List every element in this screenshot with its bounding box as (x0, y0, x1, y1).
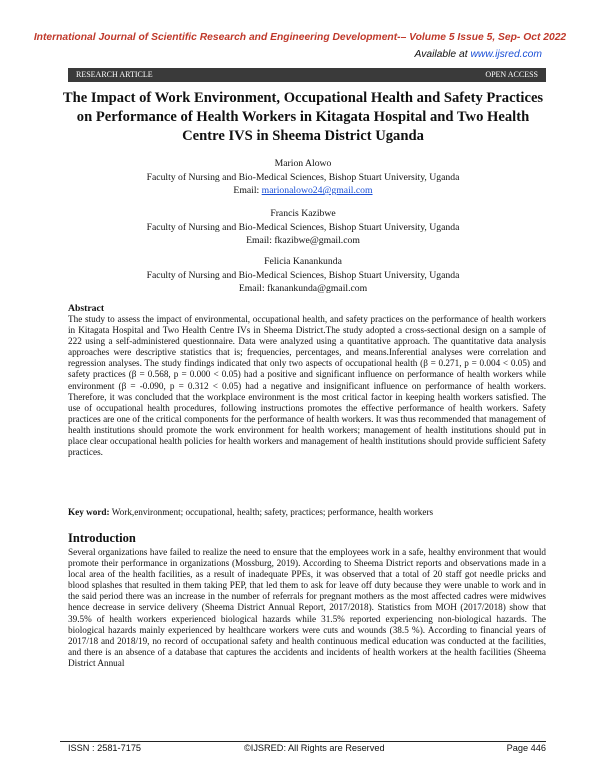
author-email-line (60, 282, 546, 296)
author-email-line (60, 184, 546, 198)
footer-issn: ISSN : 2581-7175 (68, 743, 142, 753)
available-prefix: Available at (414, 49, 471, 60)
introduction-heading: Introduction (68, 531, 136, 545)
keywords-label: Key word: (68, 507, 110, 517)
open-access-label: OPEN ACCESS (485, 70, 538, 79)
introduction-text: Several organizations have failed to realize the need to ensure that the employees work in a safe, healthy environment that would promote their performance in organizations (Mossburg, 2019). According to Sheema District reports and observations made in a local area of the health facilities, as a result of inadequate PPEs, it was observed that a total of 20 staff got needle pricks and blood splashes that resulted in them taking PEP, that led them to ask for leave off duty because they were unable to work and in the said period there was an increase in the number of referrals for pregnant mothers as the most affected cadres were midwives hence decrease in service delivery (Sheema District Annual Report, 2017/2018). Statistics from MOH (2017/2018) show that 39.5% of health workers experienced biological hazards while 31.5% reported experiencing non-biological hazards. The biological hazards mainly experienced by healthcare workers were cuts and wounds (38.5 %). According to financial years of 2017/18 and 2018/19, no record of occupational safety and health continuous medical education was conducted at the facilities, and there is an absence of a database that captures the accidents and incidents of health workers at the health facilities (Sheema District Annual (68, 547, 546, 668)
article-type-label: RESEARCH ARTICLE (76, 70, 153, 79)
footer-page-number: Page 446 (506, 743, 546, 753)
journal-website-link[interactable]: www.ijsred.com (470, 49, 542, 60)
author-email: fkanankunda@gmail.com (267, 283, 368, 295)
author-email: fkazibwe@gmail.com (274, 235, 360, 247)
keywords-text: Work,environment; occupational, health; safety, practices; performance, health workers (109, 507, 434, 517)
availability-line (415, 49, 542, 60)
email-label: Email: (233, 185, 262, 197)
author-email-link[interactable]: marionalowo24@gmail.com (261, 185, 373, 197)
article-type-bar (68, 68, 546, 82)
author-email-line (60, 234, 546, 248)
email-label: Email: (238, 283, 268, 295)
journal-header: International Journal of Scientific Research and Engineering Development-– Volume 5 Issue 5, Sep- Oct 2022 (33, 32, 567, 43)
author-name: Felicia Kanankunda (264, 256, 342, 267)
paper-title: The Impact of Work Environment, Occupational Health and Safety Practices on Performance of Health Workers in Kitagata Hospital and Two Health Centre IVS in Sheema District Uganda (62, 90, 544, 144)
footer-copyright: ©IJSRED: All Rights are Reserved (244, 743, 385, 753)
email-label: Email: (246, 235, 275, 247)
abstract-heading: Abstract (68, 303, 105, 314)
author-name: Francis Kazibwe (270, 208, 336, 219)
author-block (60, 207, 546, 248)
author-affiliation: Faculty of Nursing and Bio-Medical Sciences, Bishop Stuart University, Uganda (146, 171, 460, 183)
keywords-line (68, 507, 546, 517)
author-affiliation: Faculty of Nursing and Bio-Medical Sciences, Bishop Stuart University, Uganda (146, 269, 460, 281)
abstract-text: The study to assess the impact of environmental, occupational health, and safety practices on the performance of health workers in Kitagata Hospital and Two Health Centre IVs in Sheema District.The study adopted a cross-sectional design on a sample of 222 using a self-administered questionnaire. Data were analyzed using a quantitative approach. The quantitative data analysis approaches were descriptive statistics that is; frequencies, percentages, and means.Inferential analyses were correlation and regression analyses. The study findings indicated that only two aspects of occupational health (β = 0.271, p = 0.004 < 0.05) and safety practices (β = 0.568, p = 0.000 < 0.05) had a positive and significant influence on performance of health workers while environment (β = -0.090, p = 0.312 < 0.05) had a negative and insignificant influence on performance of health workers. Therefore, it was concluded that the workplace environment is the most critical factor in keeping health workers satisfied. The use of occupational health procedures, following instructions promotes the effective performance of health workers. Safety practices are one of the critical components for the performance of health workers. It was thus recommended that management of health institutions should promote the work environment for health workers; management of health institutions should put in place clear occupational health policies for health workers and management of health institutions should provide sufficient Safety practices. (68, 314, 546, 458)
author-name: Marion Alowo (274, 158, 332, 169)
author-block (60, 157, 546, 198)
author-affiliation: Faculty of Nursing and Bio-Medical Sciences, Bishop Stuart University, Uganda (146, 221, 460, 233)
footer-divider (60, 741, 546, 742)
author-block (60, 255, 546, 296)
